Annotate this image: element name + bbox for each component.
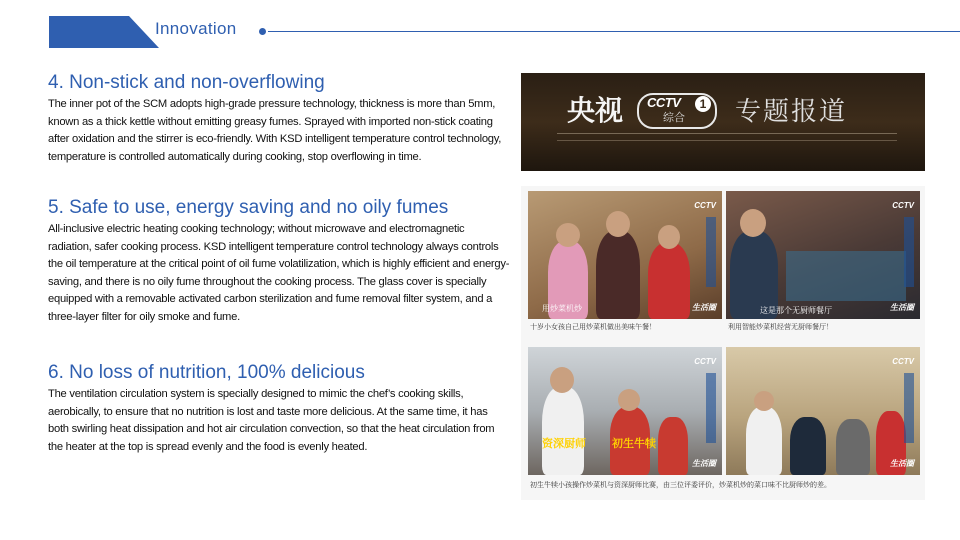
person-figure	[658, 417, 688, 475]
section-nutrition	[48, 362, 510, 456]
cctv-watermark: CCTV	[892, 201, 914, 210]
side-caption-strip	[706, 373, 716, 443]
photo-caption: 十岁小女孩自己用炒菜机做出美味午餐！	[530, 323, 656, 331]
person-head	[618, 389, 640, 411]
person-head	[658, 225, 680, 249]
person-figure	[542, 387, 584, 475]
cctv-logo-sub: 综合	[663, 111, 685, 124]
banner-channel-text: 央视	[567, 94, 624, 127]
section-body: The inner pot of the SCM adopts high-grade pressure technology, thickness is more than 5mm, known as a thick kettle without emitting greasy fumes. Sprayed with imported non-stick coating after oxidation and the stirrer is eco-friendly. With KSD intelligent temperature control technology, temperature is controlled automatically during cooking, stop overflowing in time.	[48, 98, 502, 163]
section-non-stick	[48, 72, 510, 166]
banner-program-text: 专题报道	[735, 97, 848, 127]
cctv-watermark: CCTV	[694, 357, 716, 366]
section-body: The ventilation circulation system is specially designed to mimic the chef’s cooking skills, aerobically, to ensure that no nutrition is lost and taste more delicious. At the same time, it has both swirling heat dissipation and hot air circulation convection, so that the heat circulation from the heater at the top is spread evenly and the food is evenly heated.	[48, 388, 495, 453]
restaurant-counter	[786, 251, 906, 301]
person-head	[556, 223, 580, 247]
section-heading: 5. Safe to use, energy saving and no oily fumes	[48, 197, 449, 218]
photo-girl-cooking	[528, 191, 722, 319]
side-caption-strip	[904, 373, 914, 443]
cctv-watermark: CCTV	[892, 357, 914, 366]
program-badge: 生活圈	[692, 303, 716, 312]
program-badge: 生活圈	[692, 459, 716, 468]
page-title: Innovation	[155, 19, 237, 38]
photo-caption: 初生牛犊小孩操作炒菜机与资深厨师比赛，由三位评委评价，炒菜机炒的菜口味不比厨师炒的差。	[530, 481, 831, 489]
cctv-banner-image	[521, 73, 925, 171]
program-badge: 生活圈	[890, 459, 914, 468]
person-head	[740, 209, 766, 237]
banner-subtitle-lines	[557, 133, 897, 137]
header-accent-shape	[49, 16, 159, 48]
photo-overlay-text: 资深厨师	[542, 437, 586, 450]
photo-overlay-text: 这是那个无厨师餐厅	[760, 306, 832, 315]
section-heading: 4. Non-stick and non-overflowing	[48, 72, 325, 93]
side-caption-strip	[904, 217, 914, 287]
photo-chef-competition	[528, 347, 722, 475]
person-figure	[790, 417, 826, 475]
photo-overlay-text: 初生牛犊	[612, 437, 656, 450]
section-heading: 6. No loss of nutrition, 100% delicious	[48, 362, 365, 383]
person-head	[550, 367, 574, 393]
person-figure	[596, 231, 640, 319]
section-safe-energy	[48, 197, 510, 327]
photo-restaurant	[726, 191, 920, 319]
photo-overlay-text: 用炒菜机炒	[542, 304, 582, 313]
person-head	[606, 211, 630, 237]
header-rule	[268, 31, 960, 32]
person-head	[754, 391, 774, 411]
program-badge: 生活圈	[890, 303, 914, 312]
photo-caption: 利用智能炒菜机经营无厨师餐厅！	[728, 323, 833, 331]
cctv-logo-text: CCTV	[647, 95, 681, 110]
side-caption-strip	[706, 217, 716, 287]
banner-subtitle-lines	[557, 140, 897, 141]
cctv-watermark: CCTV	[694, 201, 716, 210]
section-body: All-inclusive electric heating cooking technology; without microwave and electromagnetic radiation, safer cooking process. KSD intelligent temperature control technology always controls the oil temperature at the critical point of oil fume volatilization, which is highly efficient and energy-saving, and there is no oily fume throughout the cooking process. The glass cover is specially equipped with a removable activated carbon sterilization and fume removal filter system, and a three-layer filter for oily smoke and fume.	[48, 223, 510, 323]
cctv-logo-number: 1	[695, 96, 711, 112]
person-figure	[746, 407, 782, 475]
photo-judges-panel	[726, 347, 920, 475]
person-figure	[836, 419, 870, 475]
person-figure	[648, 243, 690, 319]
header-dot	[259, 28, 266, 35]
